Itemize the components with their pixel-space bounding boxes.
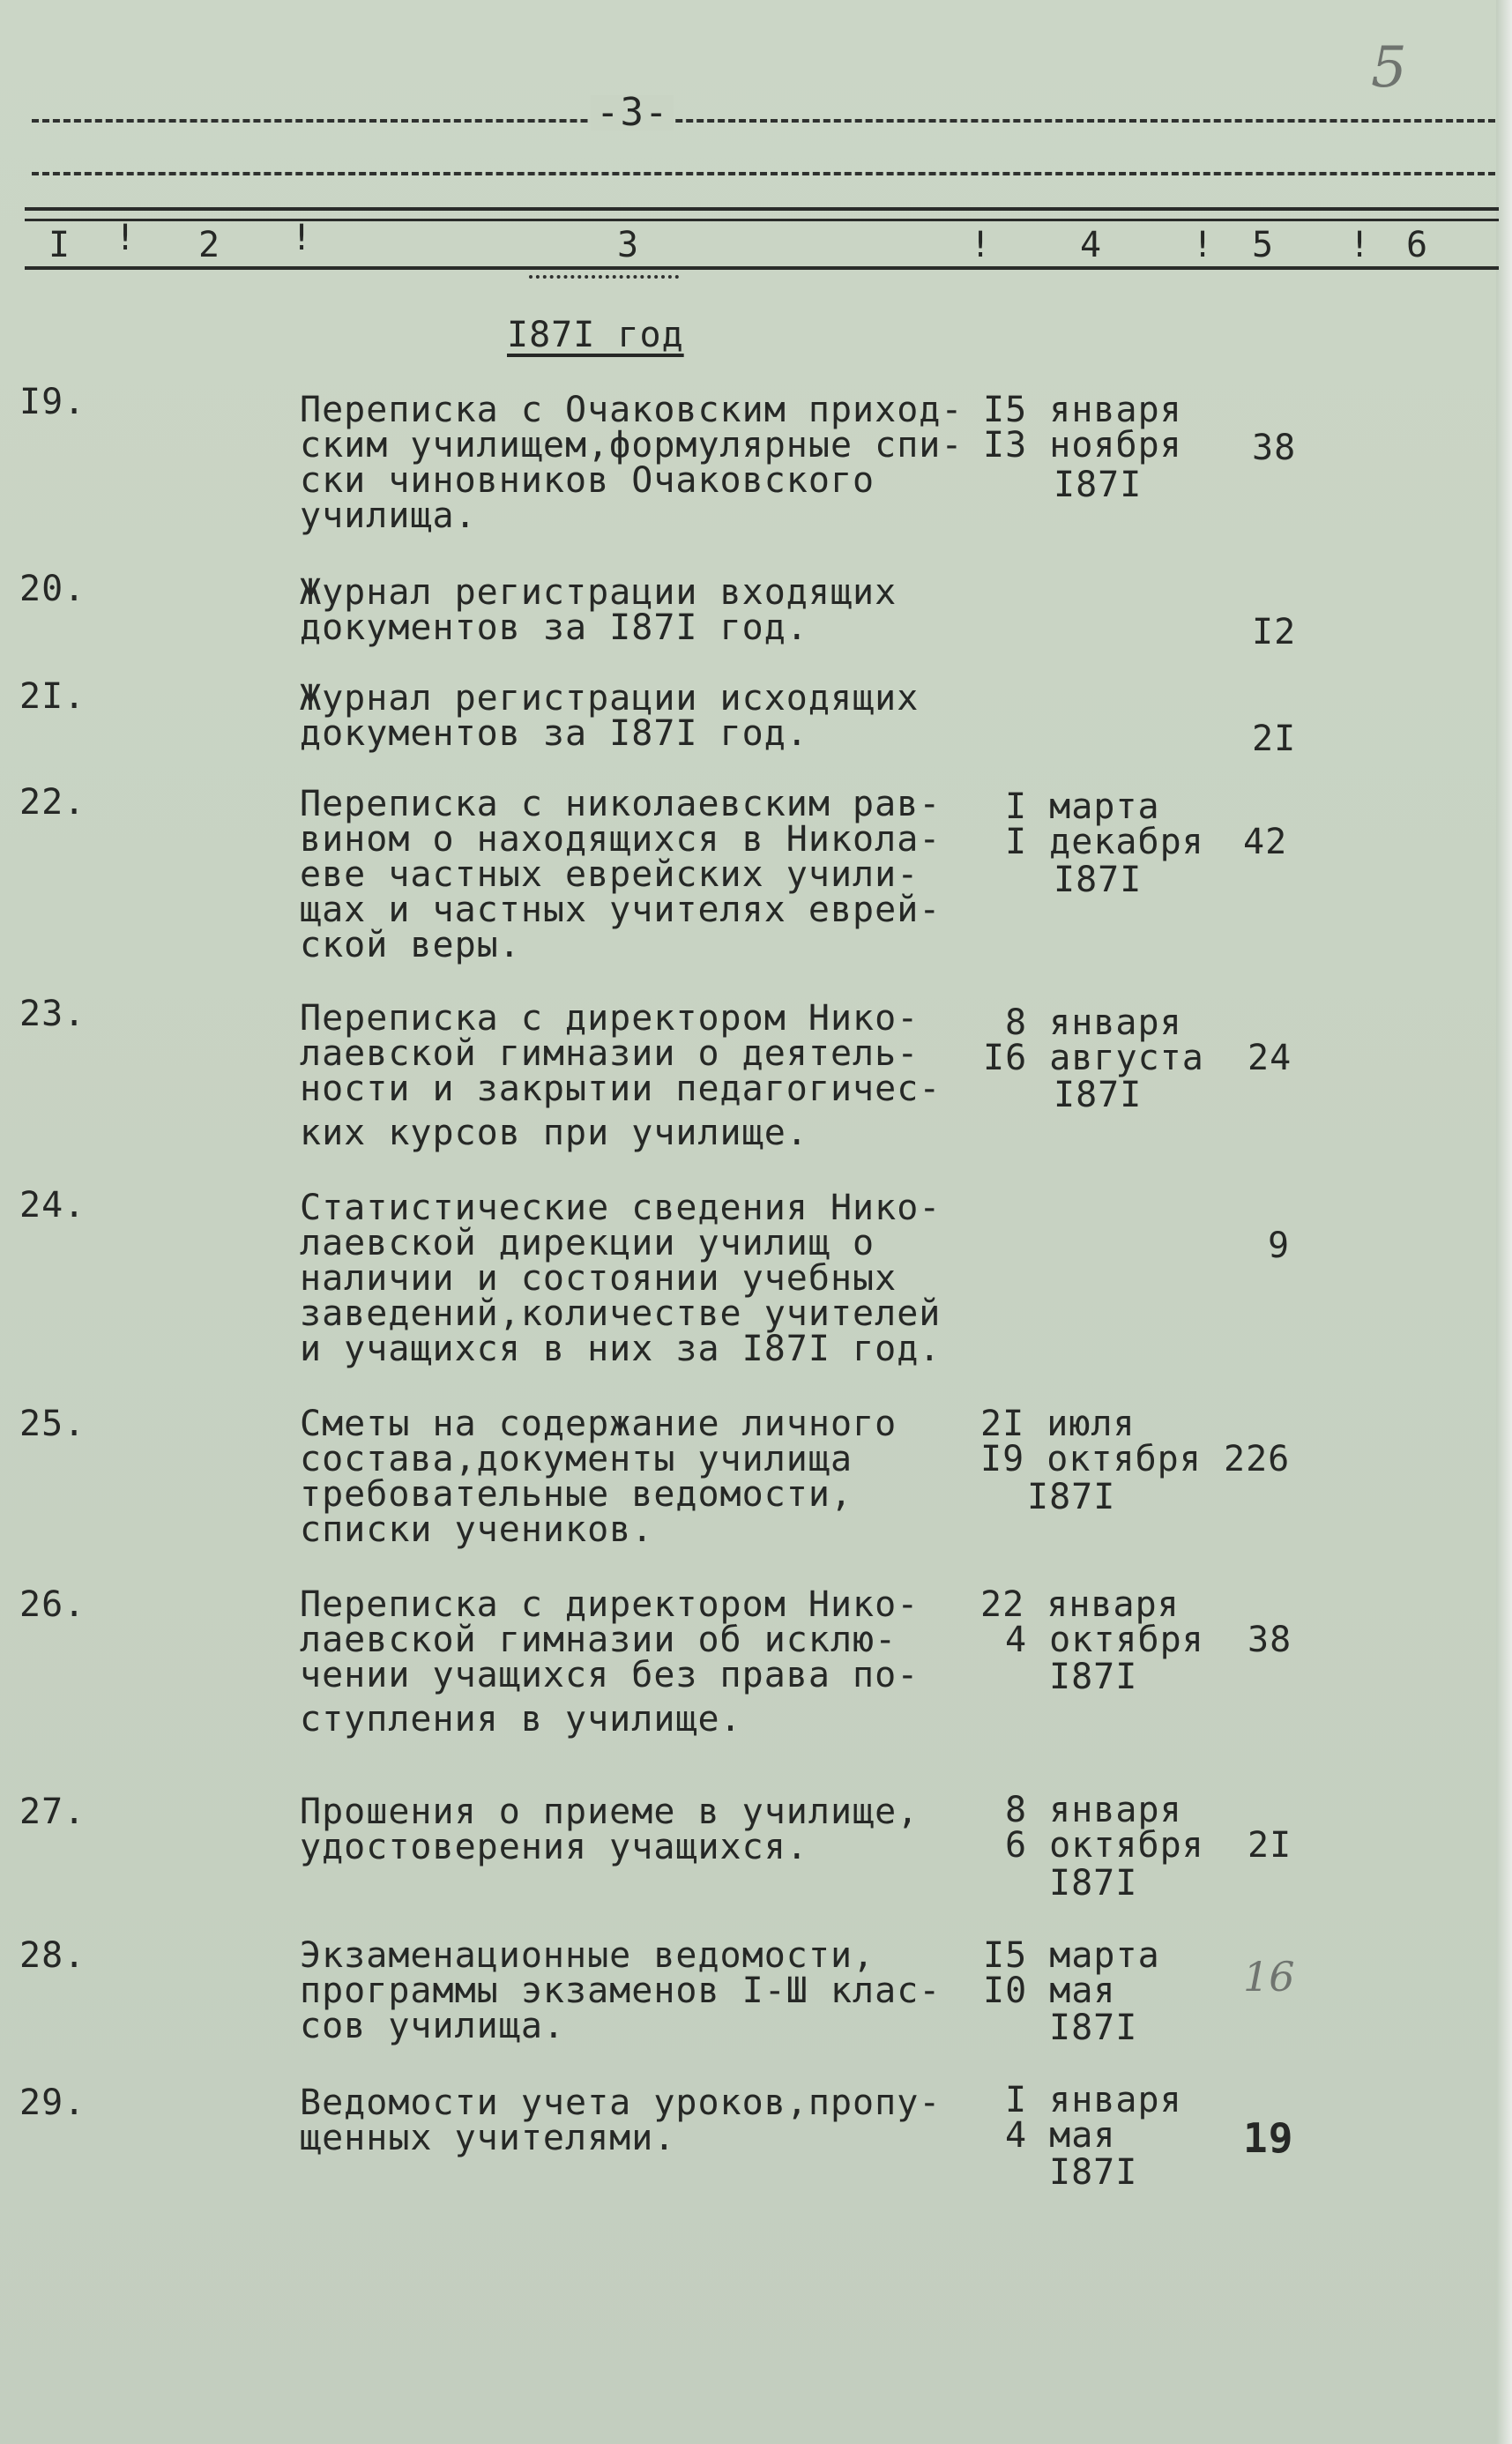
row-end-date: I6 августа	[983, 1038, 1204, 1078]
row-description-line: Журнал регистрации исходящих	[300, 678, 920, 719]
column-header-2: 2	[198, 225, 221, 265]
row-description-line: училища.	[300, 496, 477, 536]
row-description-line: ступления в училище.	[300, 1699, 742, 1740]
row-end-date: I9 октября	[980, 1439, 1202, 1479]
column-separator: !	[1192, 225, 1215, 265]
row-description-line: сов училища.	[300, 2006, 565, 2046]
column-header-3: 3	[617, 225, 640, 265]
row-sheet-count: 24	[1248, 1038, 1292, 1078]
row-description-line: Переписка с Очаковским приход-	[300, 390, 964, 430]
row-description-line: ским училищем,формулярные спи-	[300, 425, 964, 466]
row-description-line: Журнал регистрации входящих	[300, 572, 898, 613]
row-sheet-count: 16	[1243, 1953, 1295, 2001]
row-description-line: наличии и состоянии учебных	[300, 1258, 898, 1299]
row-sheet-count: 38	[1252, 428, 1297, 468]
column-header-5: 5	[1252, 225, 1275, 265]
page-number: -3-	[591, 95, 674, 130]
row-year: I87I	[1049, 1863, 1138, 1904]
row-number: 25.	[19, 1404, 86, 1444]
row-description-line: щенных учителями.	[300, 2118, 676, 2158]
row-year: I87I	[1049, 2008, 1138, 2048]
row-sheet-count: 2I	[1248, 1825, 1292, 1866]
row-description-line: лаевской гимназии об исклю-	[300, 1620, 898, 1660]
row-end-date: 4 октября	[1005, 1620, 1204, 1660]
row-number: 26.	[19, 1584, 86, 1625]
row-description-line: заведений,количестве учителей	[300, 1293, 942, 1334]
row-start-date: 8 января	[1005, 1002, 1182, 1043]
row-end-date: I декабря	[1005, 822, 1204, 862]
row-sheet-count: I2	[1252, 612, 1297, 652]
row-year: I87I	[1054, 860, 1143, 900]
dashed-rule	[32, 172, 1495, 175]
row-description-line: программы экзаменов I-Ш клас-	[300, 1971, 942, 2011]
row-description-line: лаевской гимназии о деятель-	[300, 1033, 920, 1074]
row-description-line: лаевской дирекции училищ о	[300, 1223, 875, 1263]
row-end-date: I3 ноября	[983, 425, 1182, 466]
row-number: 24.	[19, 1185, 86, 1226]
row-number: 28.	[19, 1935, 86, 1976]
row-year: I87I	[1049, 2152, 1138, 2193]
row-sheet-count: 2I	[1252, 719, 1297, 759]
row-description-line: чении учащихся без права по-	[300, 1655, 920, 1695]
row-description-line: и учащихся в них за I87I год.	[300, 1329, 942, 1369]
column-separator: !	[115, 218, 138, 258]
column-separator: !	[1349, 225, 1372, 265]
row-number: 2I.	[19, 676, 86, 717]
row-year: I87I	[1054, 465, 1143, 505]
row-sheet-count: 38	[1248, 1620, 1292, 1660]
row-start-date: I января	[1005, 2080, 1182, 2120]
row-description-line: Экзаменационные ведомости,	[300, 1935, 875, 1976]
row-description-line: Статистические сведения Нико-	[300, 1188, 942, 1228]
row-start-date: 8 января	[1005, 1790, 1182, 1830]
row-start-date: 2I июля	[980, 1404, 1136, 1444]
row-description-line: Переписка с директором Нико-	[300, 998, 920, 1039]
column-separator: !	[291, 218, 314, 258]
row-number: 20.	[19, 569, 86, 609]
row-year: I87I	[1027, 1477, 1116, 1517]
row-year: I87I	[1049, 1657, 1138, 1697]
row-sheet-count: 9	[1268, 1226, 1291, 1266]
row-description-line: Переписка с директором Нико-	[300, 1584, 920, 1625]
row-number: I9.	[19, 382, 86, 422]
row-sheet-count: 19	[1243, 2114, 1294, 2162]
row-description-line: еве частных еврейских учили-	[300, 854, 920, 895]
row-number: 27.	[19, 1792, 86, 1832]
page-edge	[1496, 0, 1512, 2444]
column-header-4: 4	[1080, 225, 1103, 265]
row-description-line: документов за I87I год.	[300, 607, 808, 648]
row-number: 29.	[19, 2083, 86, 2123]
column-separator: !	[970, 225, 993, 265]
row-end-date: 4 мая	[1005, 2115, 1116, 2156]
row-description-line: ких курсов при училище.	[300, 1113, 808, 1153]
dotted-rule	[529, 275, 679, 279]
section-title: I87I год	[507, 315, 684, 355]
row-number: 23.	[19, 994, 86, 1034]
row-description-line: требовательные ведомости,	[300, 1474, 853, 1515]
row-end-date: I0 мая	[983, 1971, 1116, 2011]
row-sheet-count: 226	[1224, 1439, 1291, 1479]
column-header-1: I	[48, 225, 71, 265]
row-description-line: Сметы на содержание личного	[300, 1404, 898, 1444]
row-description-line: состава,документы училища	[300, 1439, 853, 1479]
header-bottom-rule	[25, 266, 1499, 270]
archive-sheet-number: 5	[1371, 35, 1407, 101]
header-top-rule	[25, 219, 1499, 221]
row-sheet-count: 42	[1243, 822, 1288, 862]
row-description-line: ности и закрытии педагогичес-	[300, 1069, 942, 1109]
row-description-line: удостоверения учащихся.	[300, 1827, 808, 1867]
row-start-date: I5 января	[983, 390, 1182, 430]
dashed-rule	[32, 119, 1495, 123]
row-description-line: Прошения о приеме в училище,	[300, 1792, 920, 1832]
row-description-line: ской веры.	[300, 925, 521, 965]
row-description-line: ски чиновников Очаковского	[300, 460, 875, 501]
header-top-rule	[25, 207, 1499, 211]
row-description-line: Ведомости учета уроков,пропу-	[300, 2083, 942, 2123]
row-start-date: I марта	[1005, 786, 1160, 827]
row-year: I87I	[1054, 1075, 1143, 1115]
row-start-date: I5 марта	[983, 1935, 1160, 1976]
row-description-line: Переписка с николаевским рав-	[300, 784, 942, 824]
row-description-line: списки учеников.	[300, 1509, 654, 1550]
row-description-line: вином о находящихся в Никола-	[300, 819, 942, 860]
row-description-line: документов за I87I год.	[300, 713, 808, 754]
row-number: 22.	[19, 782, 86, 823]
column-header-6: 6	[1406, 225, 1429, 265]
row-description-line: щах и частных учителях еврей-	[300, 890, 942, 930]
row-end-date: 6 октября	[1005, 1825, 1204, 1866]
row-start-date: 22 января	[980, 1584, 1180, 1625]
